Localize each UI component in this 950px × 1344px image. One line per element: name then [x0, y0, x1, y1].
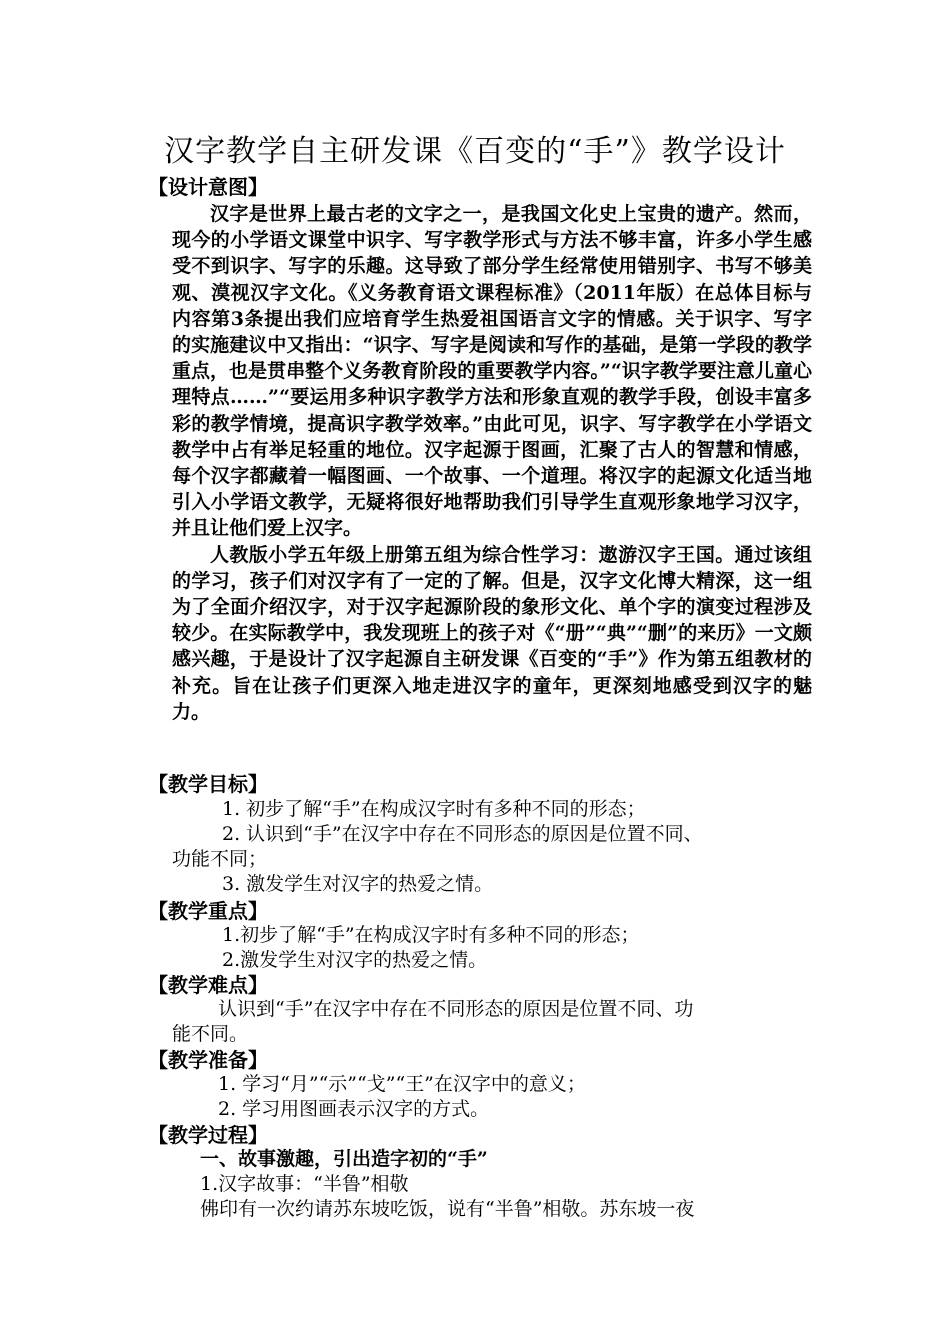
story-text: 佛印有一次约请苏东坡吃饭，说有“半鲁”相敬。苏东坡一夜: [200, 1198, 695, 1220]
preparation-item-2: 2. 学习用图画表示汉字的方式。: [218, 1098, 490, 1120]
key-point-item-2: 2.激发学生对汉字的热爱之情。: [222, 949, 488, 971]
preparation-item-1: 1. 学习“月”“示”“戈”“王”在汉字中的意义；: [218, 1073, 586, 1095]
objective-item-2-continued: 功能不同；: [172, 848, 268, 870]
design-intent-body: [172, 201, 812, 725]
preparation-heading: 【教学准备】: [148, 1048, 268, 1072]
difficulties-heading: 【教学难点】: [148, 973, 268, 997]
difficulty-text-line-2: 能不同。: [172, 1023, 249, 1045]
process-heading: 【教学过程】: [148, 1123, 268, 1147]
objective-item-1: 1. 初步了解“手”在构成汉字时有多种不同的形态；: [222, 798, 646, 820]
objectives-heading: 【教学目标】: [148, 772, 268, 796]
objective-item-2: 2. 认识到“手”在汉字中存在不同形态的原因是位置不同、: [222, 823, 703, 845]
design-intent-paragraph-2: 人教版小学五年级上册第五组为综合性学习：遨游汉字王国。通过该组的学习，孩子们对汉字有了一定的了解。但是，汉字文化博大精深，这一组为了全面介绍汉字，对于汉字起源阶段的象形文化、单个字的演变过程涉及较少。在实际教学中，我发现班上的孩子对《“册”“典”“删”的来历》一文颇感兴趣，于是设计了汉字起源自主研发课《百变的“手”》作为第五组教材的补充。旨在让孩子们更深入地走进汉字的童年，更深刻地感受到汉字的魅力。: [172, 543, 812, 723]
key-points-heading: 【教学重点】: [148, 899, 268, 923]
design-intent-heading: 【设计意图】: [148, 175, 268, 199]
objective-item-3: 3. 激发学生对汉字的热爱之情。: [222, 873, 494, 895]
document-title: 汉字教学自主研发课《百变的“手”》教学设计: [164, 134, 786, 169]
design-intent-paragraph-1: 汉字是世界上最古老的文字之一，是我国文化史上宝贵的遗产。然而，现今的小学语文课堂中识字、写字教学形式与方法不够丰富，许多小学生感受不到识字、写字的乐趣。这导致了部分学生经常使用错别字、书写不够美观、漠视汉字文化。《义务教育语文课程标准》（2011年版）在总体目标与内容第3条提出我们应培育学生热爱祖国语言文字的情感。关于识字、写字的实施建议中又指出：“识字、写字是阅读和写作的基础，是第一学段的教学重点，也是贯串整个义务教育阶段的重要教学内容。”“识字教学要注意儿童心理特点……”“要运用多种识字教学方法和形象直观的教学手段，创设丰富多彩的教学情境，提高识字教学效率。”由此可见，识字、写字教学在小学语文教学中占有举足轻重的地位。汉字起源于图画，汇聚了古人的智慧和情感，每个汉字都藏着一幅图画、一个故事、一个道理。将汉字的起源文化适当地引入小学语文教学，无疑将很好地帮助我们引导学生直观形象地学习汉字，并且让他们爱上汉字。: [172, 203, 812, 540]
process-section-1-title: 一、故事激趣，引出造字初的“手”: [200, 1148, 488, 1170]
story-title: 1.汉字故事：“半鲁”相敬: [200, 1173, 409, 1195]
difficulty-text-line-1: 认识到“手”在汉字中存在不同形态的原因是位置不同、功: [218, 998, 694, 1020]
key-point-item-1: 1.初步了解“手”在构成汉字时有多种不同的形态；: [222, 924, 640, 946]
